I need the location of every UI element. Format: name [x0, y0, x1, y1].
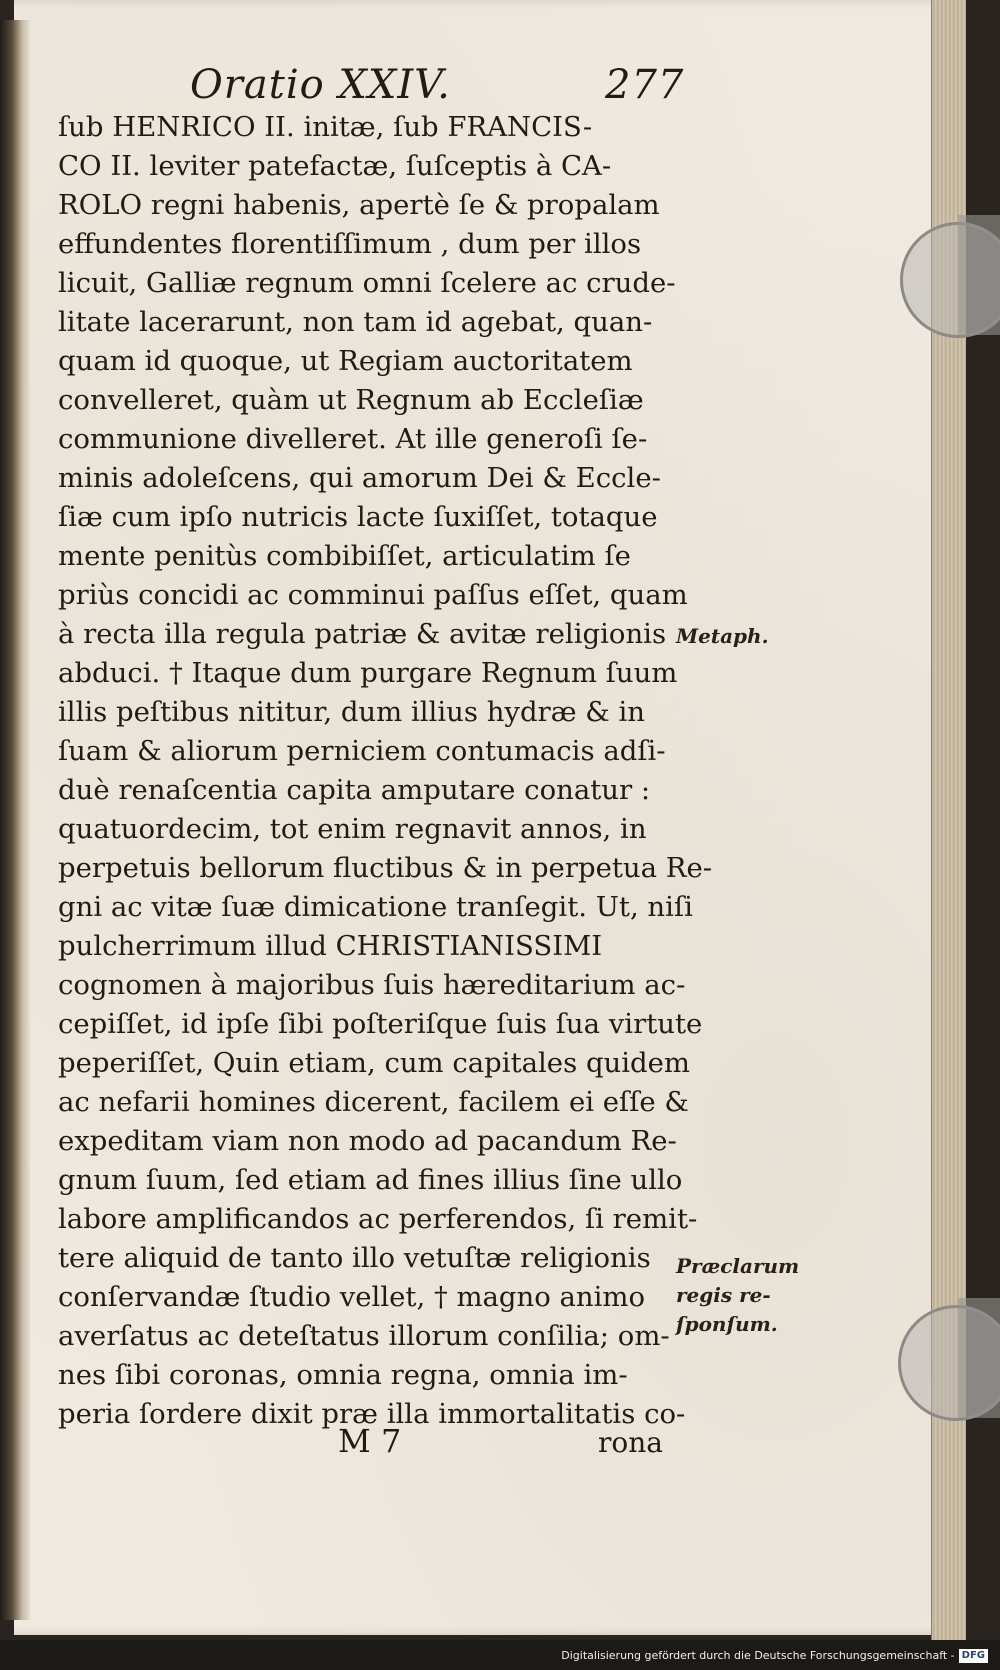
body-text: [58, 108, 713, 1434]
margin-note-line: Præclarum: [676, 1254, 800, 1278]
text-line: ſiæ cum ipſo nutricis lacte ſuxiſſet, totaque: [58, 501, 658, 533]
text-line: quam id quoque, ut Regiam auctoritatem: [58, 345, 633, 377]
text-line: averſatus ac deteſtatus illorum conſilia; om-: [58, 1320, 670, 1352]
text-line: priùs concidi ac comminui paſſus eſſet, quam: [58, 579, 688, 611]
catchword: rona: [598, 1426, 663, 1459]
page-number: 277: [605, 62, 685, 108]
binding-edge: [0, 20, 30, 1620]
text-line: effundentes florentiſſimum , dum per illos: [58, 228, 642, 260]
text-line: pulcherrimum illud CHRISTIANISSIMI: [58, 930, 603, 962]
text-line: peria ſordere dixit præ illa immortalitatis co-: [58, 1398, 686, 1430]
text-line: ſuam & aliorum perniciem contumacis adſi-: [58, 735, 666, 767]
text-line: CO II. leviter patefactæ, ſuſceptis à CA-: [58, 150, 612, 182]
text-line: mente penitùs combibiſſet, articulatim ſe: [58, 540, 631, 572]
text-line: à recta illa regula patriæ & avitæ religionis: [58, 618, 667, 650]
text-line: abduci. † Itaque dum purgare Regnum ſuum: [58, 657, 678, 689]
text-line: conſervandæ ſtudio vellet, † magno animo: [58, 1281, 646, 1313]
running-header: [180, 62, 700, 112]
text-line: minis adoleſcens, qui amorum Dei & Eccle-: [58, 462, 661, 494]
margin-note-line: regis re-: [676, 1283, 771, 1307]
text-line: peperiſſet, Quin etiam, cum capitales quidem: [58, 1047, 691, 1079]
text-line: cognomen à majoribus ſuis hæreditarium ac-: [58, 969, 686, 1001]
text-line: labore amplificandos ac perferendos, ſi remit-: [58, 1203, 698, 1235]
credit-text: Digitalisierung gefördert durch die Deutsche Forschungsgemeinschaft -: [561, 1649, 955, 1662]
text-line: gni ac vitæ ſuæ dimicatione tranſegit. Ut, niſi: [58, 891, 693, 923]
page-clip-bottom-tab: [958, 1298, 1000, 1418]
text-line: illis peſtibus nititur, dum illius hydræ & in: [58, 696, 646, 728]
page-clip-top-tab: [958, 215, 1000, 335]
digitization-credit: [548, 1646, 988, 1666]
text-line: nes ſibi coronas, omnia regna, omnia im-: [58, 1359, 628, 1391]
margin-note-metaphor: [676, 622, 769, 651]
text-line: cepiſſet, id ipſe ſibi poſteriſque ſuis ſua virtute: [58, 1008, 703, 1040]
text-line: ROLO regni habenis, apertè ſe & propalam: [58, 189, 660, 221]
text-line: ſub HENRICO II. initæ, ſub FRANCIS-: [58, 111, 593, 143]
dfg-logo: DFG: [959, 1649, 988, 1663]
text-line: quatuordecim, tot enim regnavit annos, in: [58, 813, 647, 845]
text-line: communione divelleret. At ille generoſi ſe-: [58, 423, 648, 455]
header-title: Oratio XXIV.: [190, 62, 451, 108]
margin-note-line: Metaph.: [676, 624, 769, 648]
margin-note-responsum: [676, 1252, 799, 1339]
text-line: expeditam viam non modo ad pacandum Re-: [58, 1125, 677, 1157]
text-line: licuit, Galliæ regnum omni ſcelere ac crude-: [58, 267, 676, 299]
signature-mark: M 7: [338, 1422, 402, 1460]
text-line: duè renaſcentia capita amputare conatur :: [58, 774, 651, 806]
text-line: convelleret, quàm ut Regnum ab Eccleſiæ: [58, 384, 644, 416]
text-line: litate lacerarunt, non tam id agebat, quan-: [58, 306, 653, 338]
margin-note-line: ſponſum.: [676, 1312, 778, 1336]
text-line: tere aliquid de tanto illo vetuſtæ religionis: [58, 1242, 651, 1274]
text-line: gnum ſuum, ſed etiam ad fines illius ſine ullo: [58, 1164, 683, 1196]
text-line: ac nefarii homines dicerent, facilem ei eſſe &: [58, 1086, 689, 1118]
text-line: perpetuis bellorum fluctibus & in perpetua Re-: [58, 852, 713, 884]
